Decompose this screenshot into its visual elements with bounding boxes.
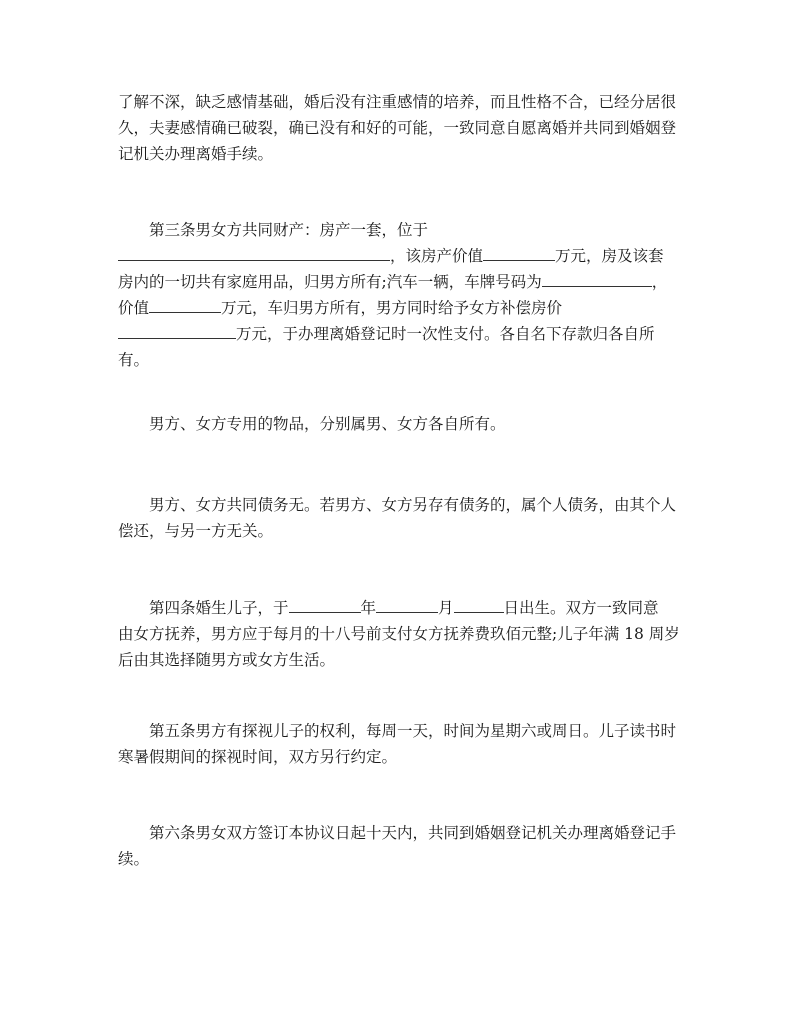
paragraph-article-6-registration (118, 820, 684, 872)
text-line: 第五条男方有探视儿子的权利，每周一天，时间为星期六或周日。儿子读书时 (149, 722, 677, 740)
blank-car-value[interactable] (149, 297, 221, 313)
text-line: 男方、女方专用的物品，分别属男、女方各自所有。 (149, 415, 506, 433)
text-segment: ，该房产价值 (390, 247, 484, 265)
text-line: 偿还，与另一方无关。 (118, 522, 274, 540)
paragraph-debts (118, 492, 684, 544)
text-segment: 日出生。双方一致同意 (503, 599, 659, 617)
blank-compensation[interactable] (118, 323, 236, 339)
text-segment: 房内的一切共有家庭用品，归男方所有;汽车一辆，车牌号码为 (118, 273, 542, 291)
text-line: 续。 (118, 850, 150, 868)
text-segment: 万元，车归男方所有，男方同时给予女方补偿房价 (221, 299, 563, 317)
text-line (118, 321, 684, 347)
paragraph-article-3-property (118, 217, 684, 373)
text-line: 男方、女方共同债务无。若男方、女方另存有债务的，属个人债务，由其个人 (149, 496, 677, 514)
text-segment: 年 (360, 599, 377, 617)
text-segment: 万元，于办理离婚登记时一次性支付。各自名下存款归各自所 (236, 325, 655, 343)
blank-house-address[interactable] (118, 245, 390, 261)
text-line: 寒暑假期间的探视时间，双方另行约定。 (118, 748, 398, 766)
text-line: 久，夫妻感情确已破裂，确已没有和好的可能，一致同意自愿离婚并共同到婚姻登 (118, 119, 677, 137)
text-line: 了解不深，缺乏感情基础，婚后没有注重感情的培养，而且性格不合，已经分居很 (118, 93, 677, 111)
blank-birth-month[interactable] (376, 597, 438, 613)
text-line: 有。 (118, 351, 150, 369)
text-line: 第三条男女方共同财产：房产一套，位于 (149, 221, 429, 239)
text-segment: 万元，房及该套 (555, 247, 664, 265)
text-line: 记机关办理离婚手续。 (118, 145, 274, 163)
paragraph-divorce-reason (118, 89, 684, 167)
text-line (118, 595, 684, 621)
paragraph-personal-items (118, 411, 684, 437)
text-line: 后由其选择随男方或女方生活。 (118, 651, 336, 669)
blank-plate-number[interactable] (542, 271, 652, 287)
paragraph-article-4-custody (118, 595, 684, 673)
text-segment: 月 (438, 599, 454, 617)
blank-birth-day[interactable] (454, 597, 504, 613)
text-segment: ， (651, 273, 668, 291)
blank-birth-year[interactable] (289, 597, 361, 613)
text-segment: 第四条婚生儿子，于 (149, 599, 289, 617)
paragraph-article-5-visitation (118, 718, 684, 770)
text-line (118, 243, 684, 269)
text-line (118, 295, 684, 321)
text-line (118, 269, 684, 295)
text-line: 由女方抚养，男方应于每月的十八号前支付女方抚养费玖佰元整;儿子年满 18 周岁 (118, 625, 680, 643)
text-segment: 价值 (118, 299, 150, 317)
blank-house-value[interactable] (483, 245, 555, 261)
text-line: 第六条男女双方签订本协议日起十天内，共同到婚姻登记机关办理离婚登记手 (149, 824, 677, 842)
